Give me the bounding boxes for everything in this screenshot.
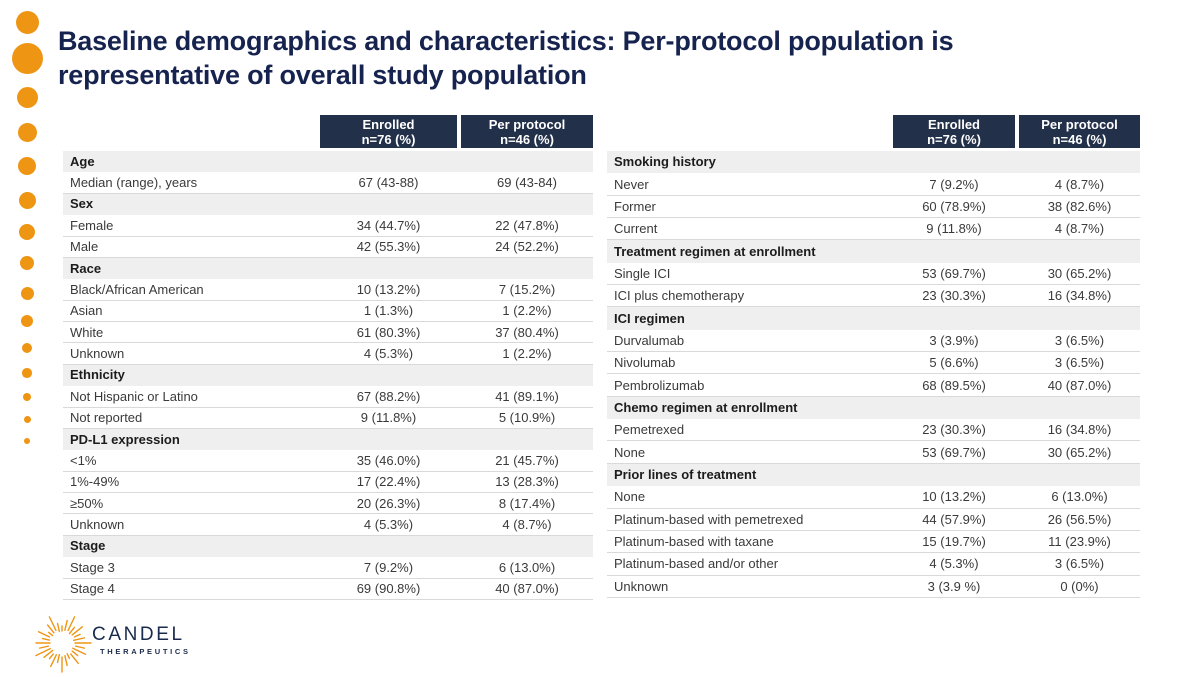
- table-row: [63, 579, 593, 600]
- enrolled-value: 15 (19.7%): [922, 534, 986, 550]
- enrolled-value: 23 (30.3%): [922, 288, 986, 304]
- enrolled-header-line1: Enrolled: [927, 116, 980, 132]
- table-row: [63, 450, 593, 471]
- enrolled-value: 53 (69.7%): [922, 265, 986, 281]
- table-row: [63, 386, 593, 407]
- table-row: [607, 531, 1140, 553]
- enrolled-value: 7 (9.2%): [929, 176, 979, 192]
- section-label: Stage: [70, 538, 106, 554]
- row-label: <1%: [70, 452, 97, 468]
- per-protocol-header-line2: n=46 (%): [1052, 131, 1107, 147]
- table-row: [607, 486, 1140, 508]
- per-protocol-value: 7 (15.2%): [498, 281, 556, 297]
- section-row: [607, 397, 1140, 419]
- orange-dot: [18, 123, 37, 142]
- enrolled-value: 68 (89.5%): [922, 377, 986, 393]
- table-row: [63, 172, 593, 193]
- table-body-right: [607, 151, 1140, 598]
- per-protocol-value: 30 (65.2%): [1047, 265, 1112, 281]
- section-row: [607, 151, 1140, 173]
- orange-dot: [21, 287, 34, 300]
- enrolled-header-line2: n=76 (%): [927, 131, 981, 147]
- section-row: [63, 151, 593, 172]
- per-protocol-value: 16 (34.8%): [1047, 288, 1112, 304]
- row-label: Pembrolizumab: [614, 377, 705, 393]
- per-protocol-value: 16 (34.8%): [1047, 422, 1112, 438]
- per-protocol-value: 6 (13.0%): [498, 559, 556, 575]
- per-protocol-value: 24 (52.2%): [495, 239, 559, 255]
- row-label: Never: [614, 176, 649, 192]
- section-row: [63, 365, 593, 386]
- enrolled-value: 4 (5.3%): [929, 556, 979, 572]
- candel-logo: [0, 600, 220, 675]
- orange-dot: [19, 224, 35, 240]
- enrolled-value: 67 (88.2%): [356, 388, 421, 404]
- table-row: [607, 196, 1140, 218]
- section-label: Prior lines of treatment: [614, 466, 757, 482]
- enrolled-value: 35 (46.0%): [356, 452, 421, 468]
- row-label: Unknown: [614, 578, 669, 594]
- orange-dot: [24, 438, 30, 444]
- row-label: Single ICI: [614, 265, 671, 281]
- row-label: Unknown: [70, 346, 125, 362]
- section-row: [607, 240, 1140, 262]
- row-label: Former: [614, 198, 656, 214]
- per-protocol-value: 0 (0%): [1060, 578, 1099, 594]
- row-label: Durvalumab: [614, 332, 685, 348]
- orange-dot: [12, 43, 43, 74]
- row-label: ≥50%: [70, 495, 104, 511]
- orange-dot: [23, 393, 31, 401]
- table-row: [607, 352, 1140, 374]
- enrolled-value: 10 (13.2%): [922, 489, 986, 505]
- enrolled-value: 69 (90.8%): [356, 581, 421, 597]
- enrolled-value: 4 (5.3%): [363, 346, 414, 362]
- enrolled-value: 3 (3.9%): [929, 332, 979, 348]
- per-protocol-value: 13 (28.3%): [495, 474, 559, 490]
- section-row: [607, 307, 1140, 329]
- enrolled-value: 9 (11.8%): [926, 221, 982, 237]
- per-protocol-value: 26 (56.5%): [1047, 511, 1112, 527]
- orange-dot: [24, 416, 31, 423]
- table-row: [607, 374, 1140, 396]
- enrolled-value: 53 (69.7%): [922, 444, 986, 460]
- enrolled-value: 67 (43-88): [358, 175, 419, 191]
- slide-title-line1: Baseline demographics and characteristics: Per-protocol population is: [58, 26, 954, 56]
- section-label: Chemo regimen at enrollment: [614, 399, 798, 415]
- enrolled-header-line2: n=76 (%): [361, 131, 416, 147]
- per-protocol-value: 1 (2.2%): [502, 346, 552, 362]
- section-row: [63, 258, 593, 279]
- per-protocol-header-line1: Per protocol: [488, 116, 566, 132]
- per-protocol-value: 22 (47.8%): [495, 217, 559, 233]
- column-header-per-protocol: [461, 115, 593, 148]
- enrolled-value: 61 (80.3%): [356, 324, 421, 340]
- enrolled-value: 44 (57.9%): [922, 511, 986, 527]
- table-row: [63, 408, 593, 429]
- row-label: Unknown: [70, 517, 125, 533]
- enrolled-value: 23 (30.3%): [922, 422, 986, 438]
- table-row: [63, 343, 593, 364]
- per-protocol-value: 37 (80.4%): [495, 324, 559, 340]
- section-label: PD-L1 expression: [70, 431, 180, 447]
- table-row: [63, 215, 593, 236]
- row-label: ICI plus chemotherapy: [614, 288, 745, 304]
- orange-dot: [21, 315, 33, 327]
- row-label: Stage 4: [70, 581, 115, 597]
- table-row: [63, 493, 593, 514]
- orange-dot: [17, 87, 38, 108]
- row-label: Median (range), years: [70, 175, 198, 191]
- enrolled-value: 5 (6.6%): [929, 355, 979, 371]
- row-label: Nivolumab: [614, 355, 676, 371]
- enrolled-value: 1 (1.3%): [363, 303, 414, 319]
- per-protocol-value: 4 (8.7%): [1054, 221, 1105, 237]
- orange-dot: [16, 11, 39, 34]
- table-row: [63, 514, 593, 535]
- table-row: [607, 263, 1140, 285]
- section-label: Smoking history: [614, 154, 716, 170]
- enrolled-value: 4 (5.3%): [363, 517, 414, 533]
- per-protocol-value: 41 (89.1%): [495, 388, 559, 404]
- slide-title: [58, 24, 953, 92]
- logo-subtitle: THERAPEUTICS: [100, 647, 191, 656]
- enrolled-value: 9 (11.8%): [360, 410, 417, 426]
- row-label: Not Hispanic or Latino: [70, 388, 198, 404]
- table-header-right: [607, 115, 1140, 148]
- orange-dot: [18, 157, 36, 175]
- section-label: ICI regimen: [614, 310, 685, 326]
- table-body-left: [63, 151, 593, 600]
- section-label: Age: [70, 153, 95, 169]
- enrolled-value: 42 (55.3%): [356, 239, 421, 255]
- orange-dot: [19, 192, 36, 209]
- table-row: [63, 557, 593, 578]
- column-header-enrolled: [893, 115, 1015, 148]
- enrolled-value: 17 (22.4%): [356, 474, 421, 490]
- per-protocol-value: 30 (65.2%): [1047, 444, 1112, 460]
- demographics-table-right: [607, 115, 1140, 598]
- table-row: [607, 576, 1140, 598]
- per-protocol-value: 6 (13.0%): [1051, 489, 1108, 505]
- enrolled-header-line1: Enrolled: [362, 116, 415, 132]
- enrolled-value: 10 (13.2%): [356, 281, 421, 297]
- row-label: Pemetrexed: [614, 422, 685, 438]
- table-header-left: [63, 115, 593, 148]
- header-spacer: [63, 115, 320, 148]
- row-label: Female: [70, 217, 114, 233]
- table-row: [63, 237, 593, 258]
- row-label: Stage 3: [70, 559, 115, 575]
- per-protocol-value: 69 (43-84): [497, 175, 557, 191]
- table-row: [63, 301, 593, 322]
- table-row: [607, 419, 1140, 441]
- row-label: Asian: [70, 303, 103, 319]
- header-spacer: [607, 115, 893, 148]
- per-protocol-value: 4 (8.7%): [502, 517, 552, 533]
- per-protocol-value: 8 (17.4%): [498, 495, 556, 511]
- per-protocol-value: 38 (82.6%): [1047, 198, 1112, 214]
- row-label: Male: [70, 239, 99, 255]
- table-row: [607, 441, 1140, 463]
- table-row: [63, 322, 593, 343]
- per-protocol-value: 1 (2.2%): [502, 303, 552, 319]
- enrolled-value: 60 (78.9%): [922, 198, 986, 214]
- column-header-enrolled: [320, 115, 457, 148]
- table-row: [63, 472, 593, 493]
- table-row: [607, 509, 1140, 531]
- row-label: None: [614, 489, 646, 505]
- table-row: [607, 173, 1140, 195]
- per-protocol-value: 5 (10.9%): [498, 410, 556, 426]
- per-protocol-value: 3 (6.5%): [1054, 556, 1105, 572]
- section-label: Ethnicity: [70, 367, 125, 383]
- row-label: Platinum-based with taxane: [614, 534, 774, 550]
- table-row: [607, 330, 1140, 352]
- enrolled-value: 7 (9.2%): [363, 559, 414, 575]
- sunburst-icon: [28, 609, 96, 677]
- enrolled-value: 20 (26.3%): [356, 495, 421, 511]
- section-label: Race: [70, 260, 102, 276]
- per-protocol-value: 4 (8.7%): [1054, 176, 1105, 192]
- section-row: [63, 536, 593, 557]
- row-label: Platinum-based and/or other: [614, 556, 779, 572]
- per-protocol-header-line2: n=46 (%): [500, 131, 554, 147]
- slide-title-line2: representative of overall study population: [58, 60, 587, 90]
- enrolled-value: 3 (3.9 %): [927, 578, 981, 594]
- per-protocol-value: 40 (87.0%): [495, 581, 559, 597]
- per-protocol-value: 3 (6.5%): [1054, 355, 1105, 371]
- orange-dot: [20, 256, 35, 271]
- section-row: [607, 464, 1140, 486]
- logo-wordmark: CANDEL: [92, 624, 185, 645]
- section-row: [63, 429, 593, 450]
- table-row: [607, 285, 1140, 307]
- per-protocol-header-line1: Per protocol: [1041, 116, 1118, 132]
- column-header-per-protocol: [1019, 115, 1140, 148]
- section-label: Treatment regimen at enrollment: [614, 243, 816, 259]
- per-protocol-value: 11 (23.9%): [1048, 534, 1111, 550]
- section-label: Sex: [70, 196, 94, 212]
- section-row: [63, 194, 593, 215]
- orange-dot: [22, 343, 33, 354]
- per-protocol-value: 21 (45.7%): [495, 452, 559, 468]
- row-label: Platinum-based with pemetrexed: [614, 511, 804, 527]
- row-label: Black/African American: [70, 281, 204, 297]
- row-label: White: [70, 324, 104, 340]
- table-row: [63, 279, 593, 300]
- per-protocol-value: 40 (87.0%): [1047, 377, 1112, 393]
- orange-dot: [22, 368, 32, 378]
- table-row: [607, 553, 1140, 575]
- row-label: None: [614, 444, 646, 460]
- enrolled-value: 34 (44.7%): [356, 217, 421, 233]
- per-protocol-value: 3 (6.5%): [1054, 332, 1105, 348]
- row-label: Not reported: [70, 410, 143, 426]
- row-label: 1%-49%: [70, 474, 120, 490]
- demographics-table-left: [63, 115, 593, 600]
- table-row: [607, 218, 1140, 240]
- row-label: Current: [614, 221, 658, 237]
